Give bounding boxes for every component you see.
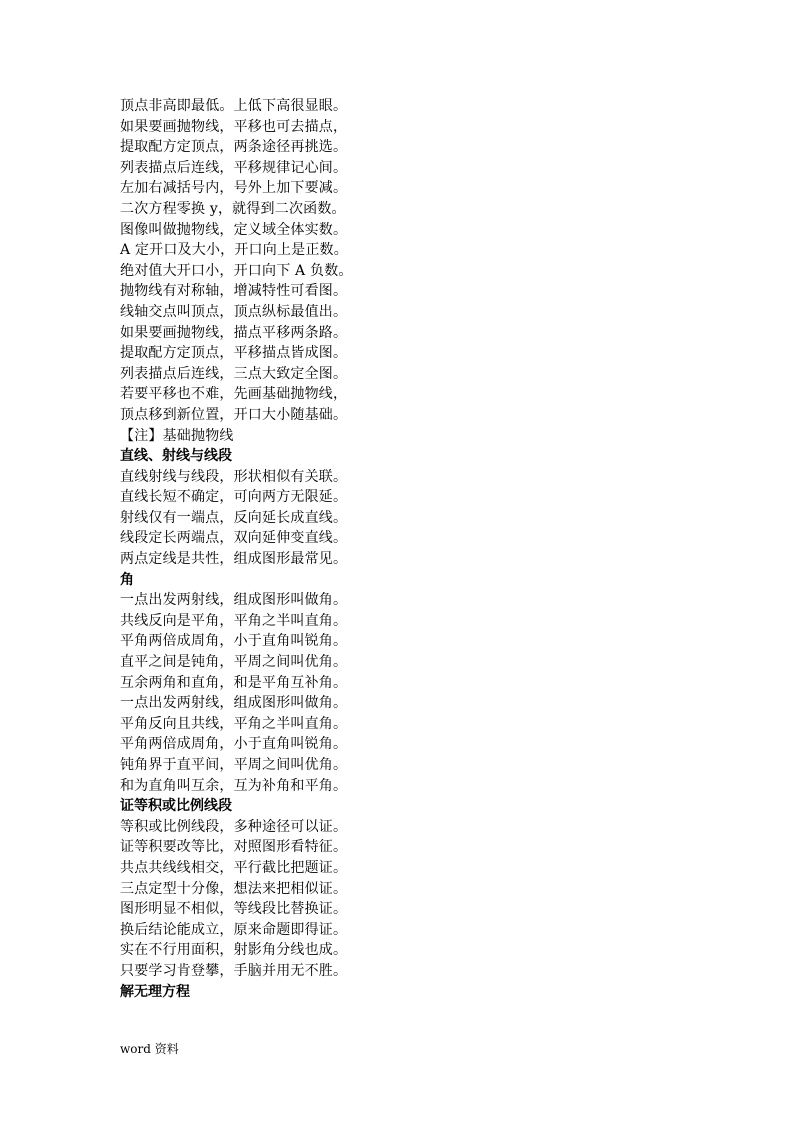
text-line: 两点定线是共性，组成图形最常见。 xyxy=(120,551,348,568)
section-heading: 证等积或比例线段 xyxy=(120,798,232,815)
text-line: 左加右减括号内，号外上加下要减。 xyxy=(120,180,348,197)
text-line: 三点定型十分像，想法来把相似证。 xyxy=(120,880,348,897)
text-line: 钝角界于直平间，平周之间叫优角。 xyxy=(120,757,348,773)
text-line: 直平之间是钝角，平周之间叫优角。 xyxy=(120,654,348,671)
text-line: 换后结论能成立，原来命题即得证。 xyxy=(120,921,348,938)
intro-section xyxy=(120,96,720,446)
section-heading: 解无理方程 xyxy=(120,983,190,1000)
text-line: 提取配方定顶点，平移描点皆成图。 xyxy=(120,345,348,362)
text-line: A 定开口及大小，开口向上是正数。 xyxy=(120,242,348,259)
text-line: 实在不行用面积，射影角分线也成。 xyxy=(120,942,348,959)
text-line: 和为直角叫互余，互为补角和平角。 xyxy=(120,777,348,794)
text-line: 直线射线与线段，形状相似有关联。 xyxy=(120,468,348,485)
text-line: 如果要画抛物线，描点平移两条路。 xyxy=(120,324,348,341)
text-line: 列表描点后连线，平移规律记心间。 xyxy=(120,159,348,176)
text-line: 互余两角和直角，和是平角互补角。 xyxy=(120,674,348,691)
section-heading: 角 xyxy=(120,571,134,588)
text-line: 顶点非高即最低。上低下高很显眼。 xyxy=(120,98,348,114)
text-line: 线轴交点叫顶点，顶点纵标最值出。 xyxy=(120,303,348,320)
text-line: 一点出发两射线，组成图形叫做角。 xyxy=(120,592,348,609)
lines-section xyxy=(120,446,720,570)
text-line: 一点出发两射线，组成图形叫做角。 xyxy=(120,695,348,712)
text-line: 共点共线线相交，平行截比把题证。 xyxy=(120,859,348,876)
document-body xyxy=(120,96,720,1002)
proof-section xyxy=(120,796,720,981)
text-line: 等积或比例线段，多种途径可以证。 xyxy=(120,818,348,835)
text-line: 证等积要改等比，对照图形看特征。 xyxy=(120,839,348,856)
text-line: 直线长短不确定，可向两方无限延。 xyxy=(120,489,348,506)
text-line: 如果要画抛物线，平移也可去描点， xyxy=(120,118,348,135)
text-line: 绝对值大开口小，开口向下 A 负数。 xyxy=(120,262,353,279)
page-footer: word 资料 xyxy=(120,1042,179,1056)
section-heading: 直线、射线与线段 xyxy=(120,448,232,465)
text-line: 提取配方定顶点，两条途径再挑选。 xyxy=(120,139,348,156)
irrational-section xyxy=(120,982,720,1003)
text-line: 共线反向是平角，平角之半叫直角。 xyxy=(120,612,348,629)
text-line: 抛物线有对称轴，增减特性可看图。 xyxy=(120,283,348,300)
text-line: 列表描点后连线，三点大致定全图。 xyxy=(120,365,348,382)
text-line: 只要学习肯登攀，手脑并用无不胜。 xyxy=(120,962,348,979)
text-line: 若要平移也不难，先画基础抛物线， xyxy=(120,386,348,403)
text-line: 图像叫做抛物线，定义域全体实数。 xyxy=(120,221,348,238)
text-line: 平角反向且共线，平角之半叫直角。 xyxy=(120,715,348,732)
note-line: 【注】基础抛物线 xyxy=(120,427,234,444)
text-line: 图形明显不相似，等线段比替换证。 xyxy=(120,901,348,918)
text-line: 平角两倍成周角，小于直角叫锐角。 xyxy=(120,633,348,650)
text-line: 二次方程零换 y，就得到二次函数。 xyxy=(120,200,346,217)
text-line: 平角两倍成周角，小于直角叫锐角。 xyxy=(120,736,348,753)
text-line: 顶点移到新位置，开口大小随基础。 xyxy=(120,406,348,423)
text-line: 线段定长两端点，双向延伸变直线。 xyxy=(120,530,348,547)
text-line: 射线仅有一端点，反向延长成直线。 xyxy=(120,509,348,526)
angle-section xyxy=(120,570,720,797)
